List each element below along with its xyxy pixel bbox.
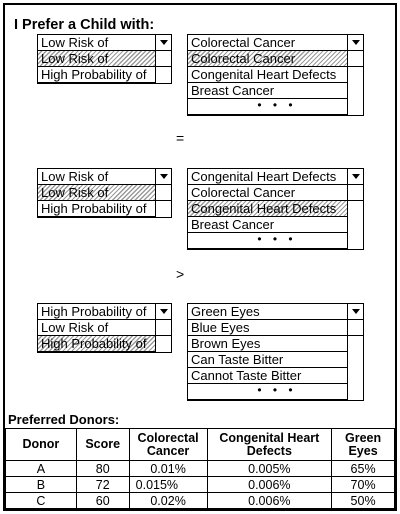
chevron-down-icon[interactable]: [156, 35, 171, 51]
rule-1-trait-scrollbar[interactable]: [347, 35, 363, 115]
rule-1-trait-option[interactable]: Colorectal Cancer: [188, 51, 363, 67]
rule-2-qualifier-scrollbar[interactable]: [155, 169, 171, 217]
scroll-thumb[interactable]: [348, 185, 363, 201]
congenital-heart-defects-risk: 0.006%: [207, 477, 332, 493]
rule-2-trait-option[interactable]: Congenital Heart Defects: [188, 201, 363, 217]
donor-score: 60: [76, 493, 129, 509]
donor-id: C: [6, 493, 77, 509]
donors-title: Preferred Donors:: [8, 412, 120, 427]
chevron-down-icon[interactable]: [348, 35, 363, 51]
chevron-down-icon[interactable]: [348, 169, 363, 185]
donors-table: [5, 428, 395, 509]
more-options-ellipsis[interactable]: • • •: [188, 384, 363, 400]
page-title: I Prefer a Child with:: [14, 17, 155, 33]
scroll-thumb[interactable]: [156, 51, 171, 67]
rule-3-trait-option[interactable]: Blue Eyes: [188, 320, 363, 336]
table-header-row: [6, 429, 395, 461]
green-eyes-probability: 70%: [332, 477, 395, 493]
rule-2-qualifier-selected[interactable]: Low Risk of: [38, 169, 171, 185]
rule-1-trait-selected[interactable]: Colorectal Cancer: [188, 35, 363, 51]
rule-3-qualifier-selected[interactable]: High Probability of: [38, 304, 171, 320]
column-header-colorectal-cancer: Colorectal Cancer: [129, 429, 207, 461]
column-header-score: Score: [76, 429, 129, 461]
rule-3-trait-option[interactable]: Can Taste Bitter: [188, 352, 363, 368]
chevron-down-icon[interactable]: [156, 169, 171, 185]
rule-2-qualifier-option[interactable]: Low Risk of: [38, 185, 171, 201]
colorectal-cancer-risk: 0.01%: [129, 461, 207, 477]
congenital-heart-defects-risk: 0.005%: [207, 461, 332, 477]
more-options-ellipsis[interactable]: • • •: [188, 233, 363, 249]
colorectal-cancer-risk: 0.02%: [129, 493, 207, 509]
donor-id: B: [6, 477, 77, 493]
chevron-down-icon[interactable]: [156, 304, 171, 320]
relation-equals: =: [176, 130, 185, 146]
rule-2-trait-option[interactable]: Breast Cancer: [188, 217, 363, 233]
table-row: [6, 493, 395, 509]
scroll-thumb[interactable]: [156, 320, 171, 336]
colorectal-cancer-risk: 0.015%: [129, 477, 207, 493]
scroll-thumb[interactable]: [156, 185, 171, 201]
rule-2-qualifier-option[interactable]: High Probability of: [38, 201, 171, 217]
rule-2-trait-option[interactable]: Colorectal Cancer: [188, 185, 363, 201]
rule-3-trait-option[interactable]: Brown Eyes: [188, 336, 363, 352]
rule-1-qualifier-scrollbar[interactable]: [155, 35, 171, 83]
rule-2-trait-selected[interactable]: Congenital Heart Defects: [188, 169, 363, 185]
rule-2-trait-scrollbar[interactable]: [347, 169, 363, 249]
donor-id: A: [6, 461, 77, 477]
rule-1-trait-option[interactable]: Breast Cancer: [188, 83, 363, 99]
rule-3-trait-scrollbar[interactable]: [347, 304, 363, 400]
rule-1-qualifier-selected[interactable]: Low Risk of: [38, 35, 171, 51]
rule-1-trait-dropdown[interactable]: [187, 34, 364, 116]
column-header-congenital-heart-defects: Congenital Heart Defects: [207, 429, 332, 461]
rule-3-qualifier-option[interactable]: High Probability of: [38, 336, 171, 352]
rule-3-trait-dropdown[interactable]: [187, 303, 364, 401]
rule-1-trait-option[interactable]: Congenital Heart Defects: [188, 67, 363, 83]
rule-1-qualifier-option[interactable]: High Probability of: [38, 67, 171, 83]
rule-3-trait-option[interactable]: Cannot Taste Bitter: [188, 368, 363, 384]
scroll-thumb[interactable]: [348, 51, 363, 67]
table-row: [6, 477, 395, 493]
rule-3-qualifier-dropdown[interactable]: [37, 303, 172, 353]
green-eyes-probability: 65%: [332, 461, 395, 477]
rule-1-qualifier-dropdown[interactable]: [37, 34, 172, 84]
rule-3-trait-selected[interactable]: Green Eyes: [188, 304, 363, 320]
chevron-down-icon[interactable]: [348, 304, 363, 320]
rule-2-qualifier-dropdown[interactable]: [37, 168, 172, 218]
table-row: [6, 461, 395, 477]
donor-score: 80: [76, 461, 129, 477]
column-header-donor: Donor: [6, 429, 77, 461]
more-options-ellipsis[interactable]: • • •: [188, 99, 363, 115]
relation-greater-than: >: [176, 266, 185, 282]
rule-1-qualifier-option[interactable]: Low Risk of: [38, 51, 171, 67]
congenital-heart-defects-risk: 0.006%: [207, 493, 332, 509]
scroll-thumb[interactable]: [348, 320, 363, 336]
rule-2-trait-dropdown[interactable]: [187, 168, 364, 250]
green-eyes-probability: 50%: [332, 493, 395, 509]
donor-score: 72: [76, 477, 129, 493]
rule-3-qualifier-scrollbar[interactable]: [155, 304, 171, 352]
rule-3-qualifier-option[interactable]: Low Risk of: [38, 320, 171, 336]
column-header-green-eyes: Green Eyes: [332, 429, 395, 461]
